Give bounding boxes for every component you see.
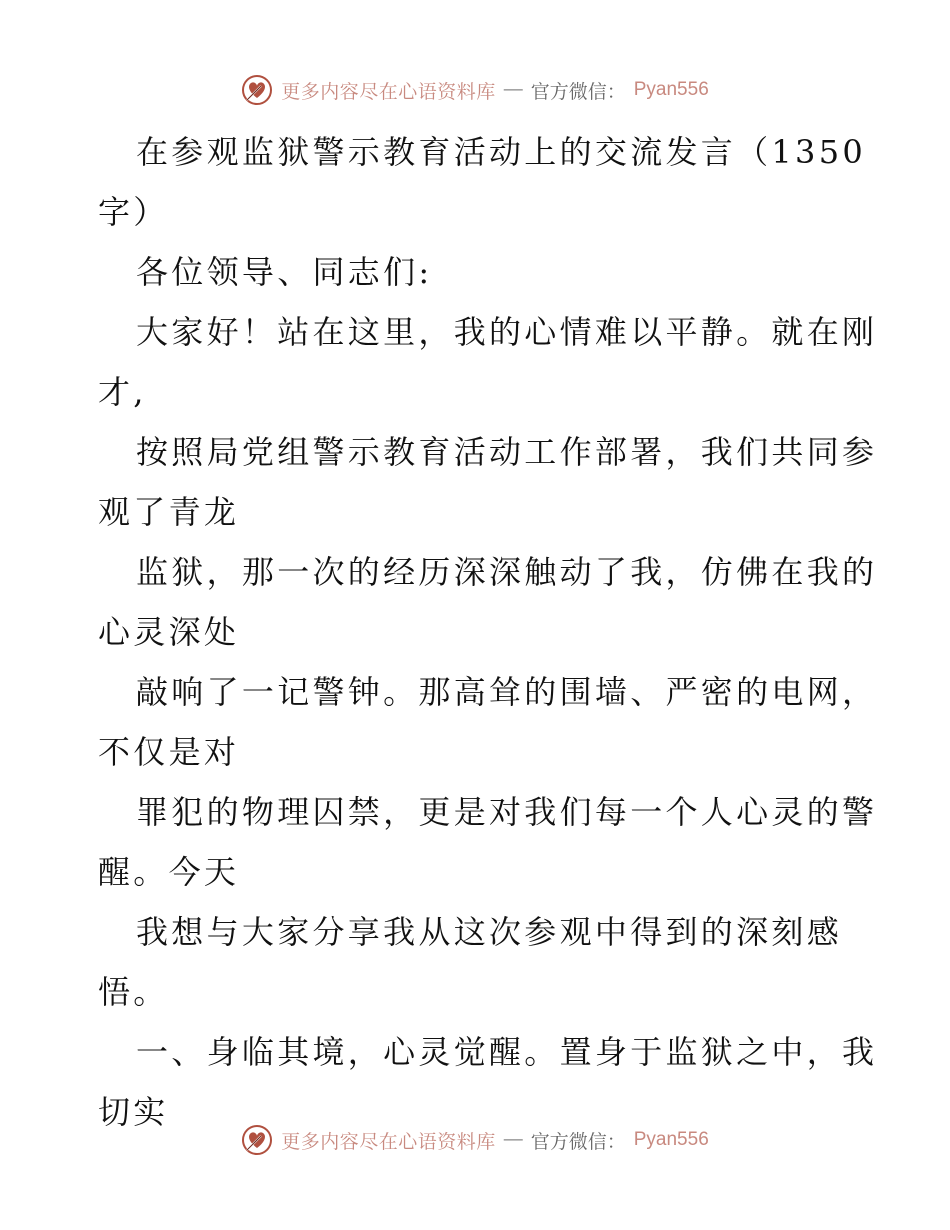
document-line: 字） xyxy=(98,193,169,231)
watermark-official-label: 官方微信： xyxy=(530,1131,626,1153)
document-line: 醒。今天 xyxy=(98,853,240,891)
watermark-footer xyxy=(0,1120,950,1160)
document-line: 观了青龙 xyxy=(98,493,240,531)
document-line: 不仅是对 xyxy=(98,733,240,771)
watermark-text: 更多内容尽在心语资料库 xyxy=(281,1131,496,1153)
watermark-header xyxy=(0,70,950,110)
document-line: 罪犯的物理囚禁，更是对我们每一个人心灵的警 xyxy=(136,793,878,831)
watermark-separator: — xyxy=(503,1129,523,1150)
watermark-official-label: 官方微信： xyxy=(530,81,626,103)
document-line: 悟。 xyxy=(98,973,169,1011)
heart-pen-icon xyxy=(241,74,273,106)
document-line: 心灵深处 xyxy=(98,613,240,651)
document-line: 各位领导、同志们: xyxy=(136,253,433,291)
watermark-account: Pyan556 xyxy=(633,79,709,100)
document-body xyxy=(98,122,878,1142)
watermark-account: Pyan556 xyxy=(633,1129,709,1150)
watermark-text: 更多内容尽在心语资料库 xyxy=(281,81,496,103)
document-line: 在参观监狱警示教育活动上的交流发言（1350 xyxy=(136,133,867,171)
heart-pen-icon xyxy=(241,1124,273,1156)
document-line: 监狱，那一次的经历深深触动了我，仿佛在我的 xyxy=(136,553,878,591)
document-line: 大家好！站在这里，我的心情难以平静。就在刚 xyxy=(136,313,878,351)
document-line: 敲响了一记警钟。那高耸的围墙、严密的电网， xyxy=(136,673,878,711)
document-line: 按照局党组警示教育活动工作部署，我们共同参 xyxy=(136,433,878,471)
document-line: 才, xyxy=(98,373,147,411)
document-line: 我想与大家分享我从这次参观中得到的深刻感 xyxy=(136,913,843,951)
watermark-separator: — xyxy=(503,79,523,100)
document-line: 一、身临其境，心灵觉醒。置身于监狱之中，我 xyxy=(136,1033,878,1071)
document-line: 切实 xyxy=(98,1093,169,1131)
